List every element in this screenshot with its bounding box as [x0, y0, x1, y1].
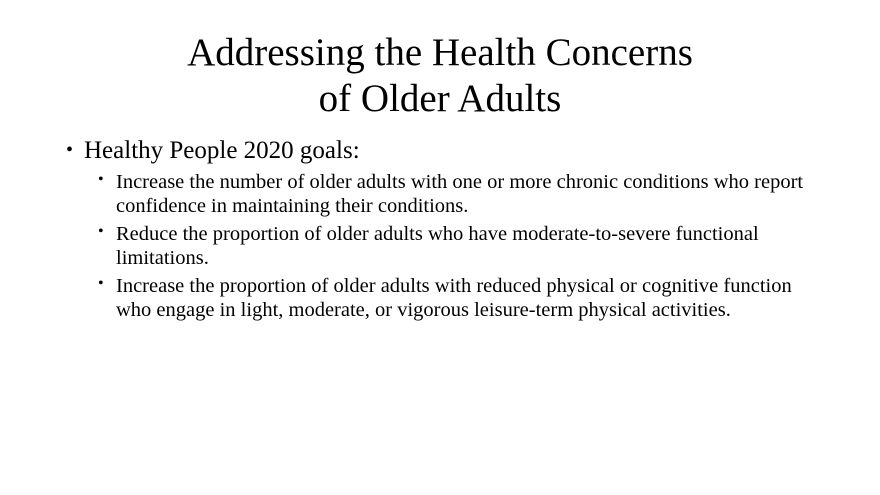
sub-bullet-list — [98, 170, 826, 322]
sub-bullet-text: Increase the number of older adults with one or more chronic conditions who report confidence in maintaining their conditions. — [116, 171, 804, 217]
sub-bullet-item — [98, 222, 826, 270]
slide-body — [66, 136, 826, 326]
sub-bullet-text: Reduce the proportion of older adults who have moderate-to-severe functional limitations. — [116, 223, 759, 269]
bullet-text: Healthy People 2020 goals: — [84, 137, 360, 164]
bullet-icon: • — [66, 139, 74, 161]
sub-bullet-item — [98, 170, 826, 218]
slide-title-line-2: of Older Adults — [318, 77, 562, 120]
sub-bullet-text: Increase the proportion of older adults with reduced physical or cognitive function who engage in light, moderate, or vigorous leisure-term physical activities. — [116, 275, 792, 321]
slide-title-line-1: Addressing the Health Concerns — [187, 31, 693, 74]
slide-title — [0, 30, 880, 122]
bullet-icon: • — [98, 275, 104, 292]
sub-bullet-item — [98, 274, 826, 322]
bullet-icon: • — [98, 171, 104, 188]
bullet-item — [66, 136, 826, 166]
bullet-icon: • — [98, 223, 104, 240]
